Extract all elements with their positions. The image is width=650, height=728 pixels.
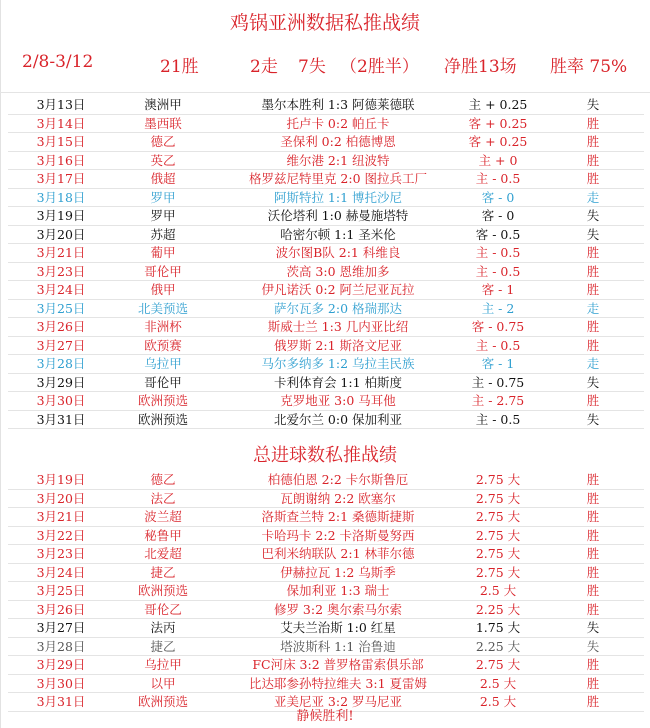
row-date: 3月19日: [36, 208, 86, 223]
row-tip: 主 - 0.5: [475, 411, 521, 427]
row-match: 艾夫兰治斯 1:0 红星: [280, 620, 396, 635]
row-league: 乌拉甲: [144, 657, 182, 672]
row-tip: 2.5 大: [479, 694, 517, 709]
table-row: [8, 638, 644, 657]
row-match: 瓦朗谢纳 2:2 欧塞尔: [280, 490, 396, 506]
table-row: [8, 601, 644, 620]
row-tip: 主 - 0.75: [471, 374, 525, 390]
row-match: 巴利米纳联队 2:1 林菲尔德: [261, 546, 415, 561]
row-league: 欧洲预选: [137, 411, 188, 427]
row-date: 3月13日: [36, 97, 86, 112]
row-date: 3月19日: [36, 472, 86, 487]
row-league: 北美预选: [137, 300, 188, 316]
table-row: [8, 300, 644, 319]
row-result: 失: [586, 638, 600, 654]
row-match: 塔波斯科 1:1 治鲁迪: [280, 638, 396, 654]
footer-text: 静候胜利!: [296, 709, 354, 724]
row-result: 胜: [586, 675, 600, 691]
row-league: 墨西联: [144, 115, 182, 131]
row-match: FC河床 3:2 普罗格雷索俱乐部: [252, 657, 424, 672]
row-league: 英乙: [150, 152, 176, 168]
row-result: 胜: [586, 263, 600, 279]
row-date: 3月15日: [36, 134, 86, 149]
row-tip: 2.5 大: [479, 675, 517, 691]
row-league: 非洲杯: [144, 319, 182, 334]
row-date: 3月28日: [36, 356, 86, 371]
table-row: [8, 545, 644, 564]
table-row: [8, 411, 644, 430]
row-result: 走: [586, 356, 600, 371]
summary-rate: 胜率 75%: [550, 57, 628, 77]
summary-bar: [0, 46, 650, 80]
summary-period: 2/8-3/12: [22, 52, 94, 72]
row-date: 3月26日: [36, 319, 86, 334]
row-match: 萨尔瓦多 2:0 格瑞那达: [273, 300, 403, 316]
row-date: 3月31日: [36, 411, 86, 427]
row-result: 胜: [586, 171, 600, 186]
row-date: 3月18日: [36, 189, 86, 205]
table-row: [8, 582, 644, 601]
row-date: 3月25日: [36, 583, 86, 598]
row-match: 卡利体育会 1:1 柏斯度: [273, 374, 403, 390]
summary-losses: 7失: [298, 57, 326, 77]
asian-handicap-title: 鸡锅亚洲数据私推战绩: [229, 12, 420, 34]
row-date: 3月31日: [36, 694, 86, 709]
summary-wins: 21胜: [160, 57, 199, 77]
row-league: 欧预赛: [144, 337, 182, 353]
row-result: 胜: [586, 337, 600, 353]
table-row: [8, 471, 644, 490]
row-result: 胜: [586, 134, 600, 149]
row-result: 失: [586, 226, 600, 242]
row-tip: 客 - 0.75: [471, 319, 525, 334]
row-result: 胜: [586, 546, 600, 561]
row-tip: 主 - 0.5: [475, 171, 521, 186]
row-tip: 2.75 大: [475, 657, 521, 672]
total-goals-title: 总进球数私推战绩: [253, 445, 397, 466]
row-tip: 主 + 0: [478, 152, 518, 168]
row-league: 俄超: [150, 171, 176, 186]
row-tip: 主 - 2: [481, 300, 515, 316]
row-match: 斯威士兰 1:3 几内亚比绍: [267, 319, 409, 334]
asian-handicap-table: [8, 96, 644, 429]
row-tip: 主 + 0.25: [468, 97, 528, 112]
row-league: 北爱超: [144, 546, 182, 561]
table-row: [8, 281, 644, 300]
row-date: 3月23日: [36, 263, 86, 279]
table-row: [8, 189, 644, 208]
table-row: [8, 564, 644, 583]
row-date: 3月27日: [36, 337, 86, 353]
row-league: 欧洲预选: [137, 583, 188, 598]
row-match: 卡哈玛卡 2:2 卡洛斯曼努西: [261, 527, 415, 543]
row-result: 胜: [586, 601, 600, 617]
table-row: [8, 527, 644, 546]
row-result: 胜: [586, 564, 600, 580]
row-match: 马尔多纳多 1:2 乌拉圭民族: [261, 356, 415, 371]
row-tip: 主 - 0.5: [475, 263, 521, 279]
row-tip: 客 - 0.5: [475, 226, 521, 242]
row-tip: 客 - 1: [481, 282, 515, 297]
row-league: 以甲: [150, 675, 176, 691]
row-league: 罗甲: [150, 208, 176, 223]
row-result: 失: [586, 97, 600, 112]
row-league: 法丙: [150, 620, 176, 635]
row-match: 北爱尔兰 0:0 保加利亚: [273, 411, 403, 427]
row-date: 3月23日: [36, 546, 86, 561]
table-row: [8, 207, 644, 226]
row-date: 3月24日: [36, 282, 86, 297]
row-date: 3月24日: [36, 564, 86, 580]
row-date: 3月17日: [36, 171, 86, 186]
row-tip: 客 + 0.25: [468, 134, 528, 149]
row-league: 哥伦乙: [144, 601, 182, 617]
row-tip: 2.75 大: [475, 564, 521, 580]
row-match: 墨尔本胜利 1:3 阿德莱德联: [261, 97, 415, 112]
summary-pushes: 2走: [250, 57, 278, 77]
row-league: 波兰超: [144, 509, 182, 524]
row-date: 3月29日: [36, 374, 86, 390]
row-tip: 2.25 大: [475, 601, 521, 617]
table-row: [8, 374, 644, 393]
row-league: 欧洲预选: [137, 694, 188, 709]
row-match: 波尔图B队 2:1 科维良: [275, 245, 401, 260]
row-tip: 主 - 0.5: [475, 337, 521, 353]
summary-net: 净胜13场: [444, 57, 517, 77]
table-row: [8, 318, 644, 337]
row-tip: 客 - 0: [481, 189, 515, 205]
row-tip: 主 - 0.5: [475, 245, 521, 260]
row-tip: 2.75 大: [475, 472, 521, 487]
row-result: 胜: [586, 694, 600, 709]
row-tip: 1.75 大: [475, 620, 521, 635]
row-result: 胜: [586, 509, 600, 524]
table-row: [8, 96, 644, 115]
row-league: 秘鲁甲: [144, 527, 182, 543]
row-match: 哈密尔顿 1:1 圣米伦: [280, 226, 396, 242]
row-result: 失: [586, 374, 600, 390]
row-match: 修罗 3:2 奥尔索马尔索: [273, 601, 403, 617]
table-row: [8, 355, 644, 374]
table-row: [8, 490, 644, 509]
row-league: 俄甲: [150, 282, 176, 297]
row-result: 胜: [586, 393, 600, 408]
row-league: 罗甲: [150, 189, 176, 205]
row-league: 德乙: [150, 472, 176, 487]
row-result: 胜: [586, 657, 600, 672]
total-goals-table: [8, 471, 644, 712]
table-row: [8, 115, 644, 134]
row-match: 克罗地亚 3:0 马耳他: [280, 393, 396, 408]
row-date: 3月21日: [36, 509, 86, 524]
table-row: [8, 170, 644, 189]
row-league: 澳洲甲: [144, 97, 182, 112]
row-result: 失: [586, 411, 600, 427]
row-match: 伊赫拉瓦 1:2 乌斯季: [280, 564, 396, 580]
row-tip: 客 - 1: [481, 356, 515, 371]
table-row: [8, 656, 644, 675]
row-tip: 客 - 0: [481, 208, 515, 223]
row-league: 哥伦甲: [144, 263, 182, 279]
row-result: 失: [586, 620, 600, 635]
table-row: [8, 508, 644, 527]
row-match: 格罗兹尼特里克 2:0 图拉兵工厂: [248, 171, 428, 186]
row-tip: 2.75 大: [475, 490, 521, 506]
row-result: 走: [586, 189, 600, 205]
row-match: 圣保利 0:2 柏德博恩: [280, 134, 396, 149]
table-row: [8, 337, 644, 356]
summary-half: （2胜半）: [340, 57, 419, 77]
row-tip: 客 + 0.25: [468, 115, 528, 131]
row-match: 保加利亚 1:3 瑞士: [286, 583, 390, 598]
table-row: [8, 263, 644, 282]
row-match: 比达耶参孙特拉维夫 3:1 夏雷姆: [248, 675, 428, 691]
table-row: [8, 675, 644, 694]
row-match: 沃伦塔利 1:0 赫曼施塔特: [267, 208, 409, 223]
row-date: 3月30日: [36, 393, 86, 408]
row-date: 3月20日: [36, 226, 86, 242]
row-match: 托卢卡 0:2 帕丘卡: [286, 115, 390, 131]
row-tip: 2.75 大: [475, 509, 521, 524]
row-league: 苏超: [150, 226, 176, 242]
row-league: 法乙: [150, 490, 176, 506]
table-row: [8, 619, 644, 638]
row-date: 3月22日: [36, 527, 86, 543]
row-league: 哥伦甲: [144, 374, 182, 390]
row-league: 乌拉甲: [144, 356, 182, 371]
row-result: 胜: [586, 115, 600, 131]
row-tip: 2.5 大: [479, 583, 517, 598]
divider: [0, 92, 650, 93]
row-date: 3月27日: [36, 620, 86, 635]
row-date: 3月30日: [36, 675, 86, 691]
row-date: 3月14日: [36, 115, 86, 131]
row-result: 走: [586, 300, 600, 316]
row-result: 胜: [586, 152, 600, 168]
row-tip: 主 - 2.75: [471, 393, 525, 408]
row-date: 3月29日: [36, 657, 86, 672]
row-league: 捷乙: [150, 564, 176, 580]
table-row: [8, 392, 644, 411]
row-match: 柏德伯恩 2:2 卡尔斯鲁厄: [267, 472, 409, 487]
row-league: 德乙: [150, 134, 176, 149]
row-date: 3月21日: [36, 245, 86, 260]
row-result: 失: [586, 208, 600, 223]
row-match: 俄罗斯 2:1 斯洛文尼亚: [273, 337, 403, 353]
row-date: 3月20日: [36, 490, 86, 506]
row-date: 3月26日: [36, 601, 86, 617]
row-match: 维尔港 2:1 纽波特: [286, 152, 390, 168]
row-match: 亚美尼亚 3:2 罗马尼亚: [273, 694, 403, 709]
row-date: 3月16日: [36, 152, 86, 168]
row-match: 阿斯特拉 1:1 博托沙尼: [273, 189, 403, 205]
row-result: 胜: [586, 245, 600, 260]
table-row: [8, 226, 644, 245]
row-tip: 2.25 大: [475, 638, 521, 654]
row-result: 胜: [586, 490, 600, 506]
row-match: 伊凡诺沃 0:2 阿兰尼亚瓦拉: [261, 282, 415, 297]
row-result: 胜: [586, 583, 600, 598]
row-league: 欧洲预选: [137, 393, 188, 408]
row-date: 3月25日: [36, 300, 86, 316]
row-result: 胜: [586, 319, 600, 334]
row-result: 胜: [586, 282, 600, 297]
row-tip: 2.75 大: [475, 546, 521, 561]
table-row: [8, 133, 644, 152]
row-tip: 2.75 大: [475, 527, 521, 543]
row-league: 葡甲: [150, 245, 176, 260]
row-result: 胜: [586, 472, 600, 487]
row-date: 3月28日: [36, 638, 86, 654]
row-match: 洛斯查兰特 2:1 桑德斯捷斯: [261, 509, 415, 524]
row-league: 捷乙: [150, 638, 176, 654]
row-result: 胜: [586, 527, 600, 543]
table-row: [8, 152, 644, 171]
table-row: [8, 244, 644, 263]
row-match: 茨高 3:0 恩维加多: [286, 263, 390, 279]
